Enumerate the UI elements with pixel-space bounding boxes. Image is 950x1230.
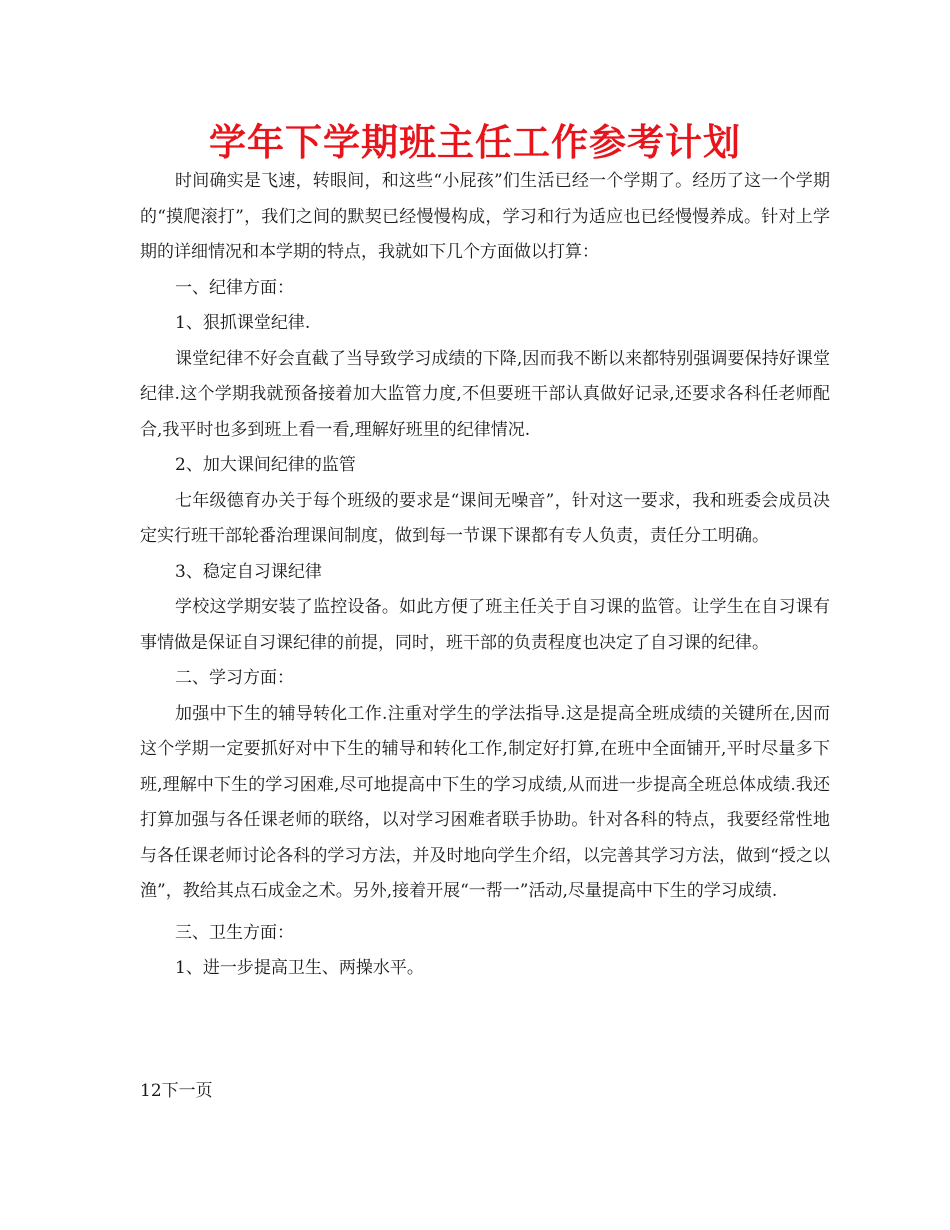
subheading-hygiene-level: 1、进一步提高卫生、两操水平。 [175,958,424,978]
paragraph-break-discipline: 七年级德育办关于每个班级的要求是“课间无噪音”，针对这一要求，我和班委会成员决定实行班干部轮番治理课间制度，做到每一节课下课都有专人负责，责任分工明确。 [140,490,830,546]
pagination [140,1076,213,1106]
section-heading-hygiene: 三、卫生方面： [175,922,294,943]
document-body [140,164,830,987]
subheading-self-study-discipline: 3、稳定自习课纪律 [175,561,322,582]
paragraph-study: 加强中下生的辅导转化工作.注重对学生的学法指导.这是提高全班成绩的关键所在,因而这个学期一定要抓好对中下生的辅导和转化工作,制定好打算,在班中全面铺开,平时尽量多下班,理解中下生的学习困难,尽可地提高中下生的学习成绩,从而进一步提高全班总体成绩.我还打算加强与各任课老师的联络，以对学习困难者联手协助。针对各科的特点，我要经常性地与各任课老师讨论各科的学习方法，并及时地向学生介绍，以完善其学习方法，做到“授之以渔”，教给其点石成金之术。另外,接着开展“一帮一”活动,尽量提高中下生的学习成绩. [140,703,830,901]
document-title: 学年下学期班主任工作参考计划 [209,121,741,164]
subheading-break-discipline: 2、加大课间纪律的监管 [175,455,356,475]
next-page-link[interactable]: 下一页 [161,1081,213,1101]
section-heading-discipline: 一、纪律方面： [175,277,294,298]
page-link-1[interactable]: 1 [140,1081,151,1101]
intro-paragraph: 时间确实是飞速，转眼间，和这些“小屁孩”们生活已经一个学期了。经历了这一个学期的“摸爬滚打”，我们之间的默契已经慢慢构成，学习和行为适应也已经慢慢养成。针对上学期的详细情况和本学期的特点，我就如下几个方面做以打算： [140,171,830,262]
paragraph-self-study-discipline: 学校这学期安装了监控设备。如此方便了班主任关于自习课的监管。让学生在自习课有事情做是保证自习课纪律的前提，同时，班干部的负责程度也决定了自习课的纪律。 [140,597,830,653]
subheading-classroom-discipline: 1、狠抓课堂纪律. [175,313,311,333]
page-link-2[interactable]: 2 [150,1081,162,1101]
paragraph-classroom-discipline: 课堂纪律不好会直截了当导致学习成绩的下降,因而我不断以来都特别强调要保持好课堂纪律.这个学期我就预备接着加大监管力度,不但要班干部认真做好记录,还要求各科任老师配合,我平时也多到班上看一看,理解好班里的纪律情况. [140,348,830,440]
section-heading-study: 二、学习方面： [175,668,294,688]
